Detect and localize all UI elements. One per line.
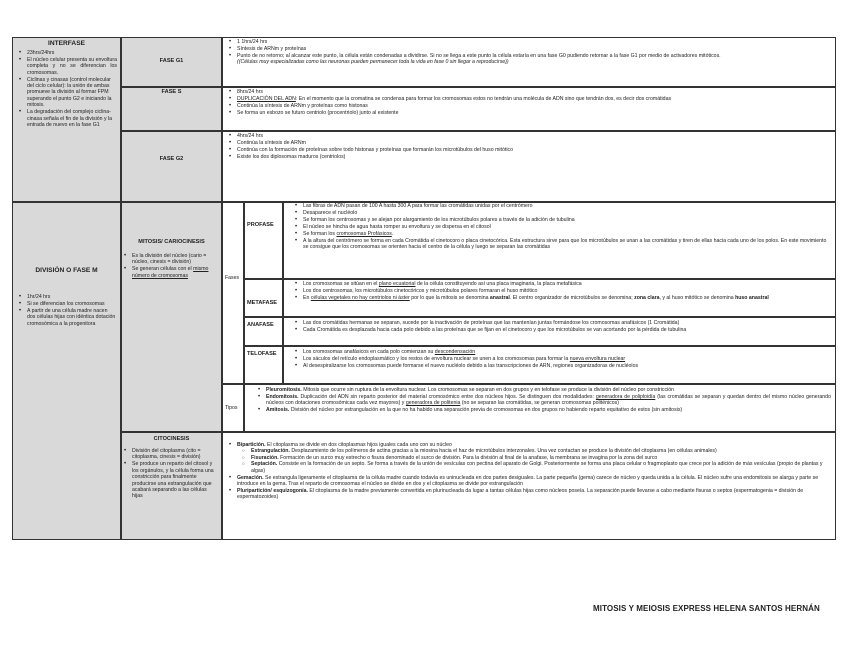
gemacion: • Gemación. Se estrangula ligeramente el citoplasma de la célula madre cuando todavía es uninucleada en dos partes desiguales. La parte pequeña (gema) carece de núcleo y queda unida a la célula. El núcleo sufre una endomitosis se alarga y parte se introduce en la gema. Tras el reparto de cromosomas el núcleo se divide en dos y el citoplasma se divide por estrangulación [237,475,831,488]
mitosis-title: MITOSIS/ CARIOCINESIS [138,239,205,245]
telofase-label: TELOFASE [247,351,277,357]
g2-proteins: • Continúa con la formación de proteínas sobre todo histonas y proteínas que formarán los microtúbulos del huso mitótico [237,147,831,153]
fases-label: Fases [225,275,240,281]
division-bullet-1: • 1hr/24 hrs [27,294,117,300]
telofase-b1: • Los cromosomas anafásicos en cada polo comienzan su descondensación [303,349,831,355]
s-duration: • 8hrs/24 hrs [237,89,831,95]
metafase-b1: • Los cromosomas se sitúan en el plano ecuatorial de la célula constituyendo así una placa imaginaria, la placa metafásica [303,281,831,287]
g2-diplosomes: • Existe los dos diplosomas maduros (centriolos) [237,154,831,160]
metafase-b2: • Los dos centrosomas, los microtúbulos cinetocóricos y microtúbulos polares formaran el huso mitótico [303,288,831,294]
telofase-b3: • Al desespiralizarse los cromosomas puede formarse el nuevo nucléolo debido a las transcripciones de ARN, regiones organizadoras de nucléolos [303,363,831,369]
profase-b1: • Las fibras de ADN pasan de 100 A hasta 300 A para formar las cromátidas unidas por el centrómero [303,203,831,209]
division-bullet-2: • Si se diferencian los cromosomas [27,301,117,307]
anafase-content [283,317,836,346]
interfase-title: INTERFASE [47,40,85,47]
interfase-bullet-4: • La degradación del complejo ciclina-cinasa señala el fin de la división y la entrada de nuevo en la fase G1 [27,109,117,128]
metafase-label-cell [244,279,283,317]
fase-s-label: FASE S [161,89,182,95]
profase-content [283,202,836,279]
s-centriole: • Se forma un esbozo se futuro centriolo (procentriolo) junto al existente [237,110,831,116]
tipo-endomitosis: • Endomitosis. Duplicación del ADN sin reparto posterior del material cromosómico entre dos núcleos hijos. Se distinguen dos modalidades: generadora de poliploidía (las cromátidas se separan y quedan dentro del mismo núcleo generando núcleos con dotaciones cromosómicas cada vez mayores) y generadora de politenia (no se separan las cromátidas, se generan cromosomas politénicos) [266,394,831,407]
interfase-bullet-2: • El núcleo celular presenta su envoltura completa y no se diferencian los cromosomas. [27,57,117,76]
fisuracion: ○ Fisuración. Formación de un surco muy estrecho o fisura denominado el surco de división. Para la división al final de la anafase, la membrana se invagina por la zona del surco [251,455,831,461]
anafase-b2: • Cada Cromátida es desplazada hacia cada polo debido a las proteínas que se fijan en el cinetocoro y que los microtúbulos se van acortando por la pérdida de tubulina [303,327,831,333]
fase-s-label-cell [121,87,222,131]
interfase-bullet-1: • 23hrs/24hrs [27,50,117,56]
g1-synthesis: • Síntesis de ARNm y proteínas [237,46,831,52]
fase-g1-label-cell [121,37,222,87]
citocinesis-b2: • Se produce un reparto del citosol y los orgánulos, y la célula forma una constricción para finalmente producirse una estrangulación que acabará separando a las células hijas [132,461,218,499]
profase-b4: • El núcleo se hincha de agua hasta romper su envoltura y se dispersa en el citosol [303,224,831,230]
g1-duration: • 1 1hrs/24 hrs [237,39,831,45]
anafase-b1: • Las dos cromátidas hermanas se separan, sucede por la inactivación de proteínas que las mantenían juntas formándose los cromosomas anafásicos (1 Cromátida) [303,320,831,326]
s-duplication: • DUPLICACIÓN DEL ADN: En el momento que la cromatina se condensa para formar los cromosomas estos no tendrán una molécula de ADN sino que tendrán dos, es decir dos cromátidas [237,96,831,102]
anafase-label-cell [244,317,283,346]
telofase-label-cell [244,346,283,384]
metafase-content [283,279,836,317]
interfase-section [12,37,121,202]
profase-b3: • Se forman los centrosomas y se alejan por alargamiento de los microtúbulos polares a través de la adición de tubulina [303,217,831,223]
anafase-label: ANAFASE [247,322,274,328]
septacion: ○ Septación. Consiste en la formación de un septo. Se forma a través de la unión de vesículas con pectina del aparato de Golgi. Posteriormente se forma una placa celular o fragmoplasto que crece por la adición de más vesículas (propio de plantas y algas) [251,461,831,474]
telofase-b2: • Los sáculos del retículo endoplasmático y los restos de envoltura nuclear se unen a los cromosomas para formar la nueva envoltura nuclear [303,356,831,362]
tipo-amitosis: • Amitosis. División del núcleo por estrangulación en la que no ha habido una separación previa de cromosomas en dos grupos no habiendo reparto equitativo de estos (sin amitosis) [266,407,831,413]
fase-g2-label: FASE G2 [159,156,184,162]
interfase-bullet-3: • Ciclinas y cinasas (control molecular del ciclo celular): la unión de ambas promueve la división al formar FPM superando el punto G2 e iniciando la mitosis. [27,77,117,109]
pluriparticion: • Pluripartición/ esquizogonía. El citoplasma de la madre previamente convertida en plurinucleada da lugar a tantas células hijas como núcleos poseía. La separación puede llevarse a cabo mediante fisuras o septos (espermatogenia = división de espermatozoides) [237,488,831,501]
fase-s-content [222,87,836,131]
fase-g2-content [222,131,836,202]
mitosis-section [121,202,222,432]
g2-synthesis: • Continúa la síntesis de ARNm [237,140,831,146]
citocinesis-section [121,432,222,540]
tipos-label: Tipos [225,405,238,411]
g1-point: • Punto de no retorno; al alcanzar este punto, la célula están condenadas a dividirse. Si no se llega a este punto la célula estaría en una fase G0 pudiendo retornar a la fase G1 por medio de activadores mitóticos. ((Células muy especializadas como las neuronas pueden permanecer toda la vida en fase 0 sin llegar a reproducirse)) [237,53,831,66]
g1-note: ((Células muy especializadas como las neuronas pueden permanecer toda la vida en fase 0 sin llegar a reproducirse)) [237,59,509,66]
profase-label: PROFASE [247,222,274,228]
tipos-content [244,384,836,432]
g2-duration: • 4hrs/24 hrs [237,133,831,139]
profase-b6: • A la altura del centrómero se forma en cada Cromátida el cinetocoro o placa cinetocórica. Esta estructura sirve para que los microtúbulos se unan a las cromátidas y tiren de ellas hacia cada uno de los polos. En este movimiento se consigue que los cromosomas se orienten hacia el centro de la célula y luego se separan las cromátidas [303,238,831,251]
mitosis-bullet-1: • Es la división del núcleo (cario = núcleo, cinesis = división) [132,253,218,266]
fases-label-cell [222,202,244,384]
division-bullet-3: • A partir de una célula madre nacen dos células hijas con idéntica dotación cromosómica a la progenitora [27,308,117,327]
mitosis-bullet-2: • Se generan células con el mismo número de cromosomas [132,266,218,279]
profase-b5: • Se forman los cromosomas Profásicos. [303,231,831,237]
citocinesis-content [222,432,836,540]
estrangulacion: ○ Estrangulación. Desplazamiento de los polímeros de actina gracias a la miosina hacia el haz de microtúbulos interzonales. Una vez contactan se produce la división del citoplasma (en células animales) [251,448,831,454]
citocinesis-b1: • División del citoplasma (cito = citoplasma, cinesis = división) [132,448,218,461]
telofase-content [283,346,836,384]
division-section [12,202,121,540]
footer-title: MITOSIS Y MEIOSIS EXPRESS HELENA SANTOS HERNÁN [593,604,820,613]
division-title: DIVISIÓN O FASE M [35,267,98,274]
tipos-label-cell [222,384,244,432]
fase-g1-content [222,37,836,87]
metafase-label: METAFASE [247,300,278,306]
fase-g2-label-cell [121,131,222,202]
tipo-pleuromitosis: • Pleuromitosis. Mitosis que ocurre sin ruptura de la envoltura nuclear. Los cromosomas se separan en dos grupos y en telofase se produce la división del núcleo por constricción [266,387,831,393]
interfase-bullets [18,50,117,128]
fase-g1-label: FASE G1 [159,58,184,64]
biparticion: • Bipartición. El citoplasma se divide en dos citoplasmas hijos iguales cada uno con su núcleo ○ Estrangulación. Desplazamiento de los polímeros de actina gracias a la miosina hacia el haz de microtúbulos interzonales. Una vez contactan se produce la división del citoplasma (en células animales) ○ Fisuración. Formación de un surco muy estrecho o fisura denominado el surco de división. Para la división al final de la anafase, la membrana se invagina por la zona del surco ○ Septación. Consiste en la formación de un septo. Se forma a través de la unión de vesículas con pectina del aparato de Golgi. Posteriormente se forma una placa celular o fragmoplasto que crece por la adición de más vesículas (propio de plantas y algas) [237,442,831,474]
profase-b2: • Desaparece el nucléolo [303,210,831,216]
profase-label-cell [244,202,283,279]
citocinesis-title: CITOCINESIS [153,436,190,442]
metafase-b3: • En células vegetales no hay centriolos ni áster por lo que la mitosis se denomina anastral. El centro organizador de microtúbulos se denomina; zona clara, y al huso mitótico se denomina huso anastral [303,295,831,301]
s-synthesis: • Continúa la síntesis de ARNm y proteínas como histonas [237,103,831,109]
